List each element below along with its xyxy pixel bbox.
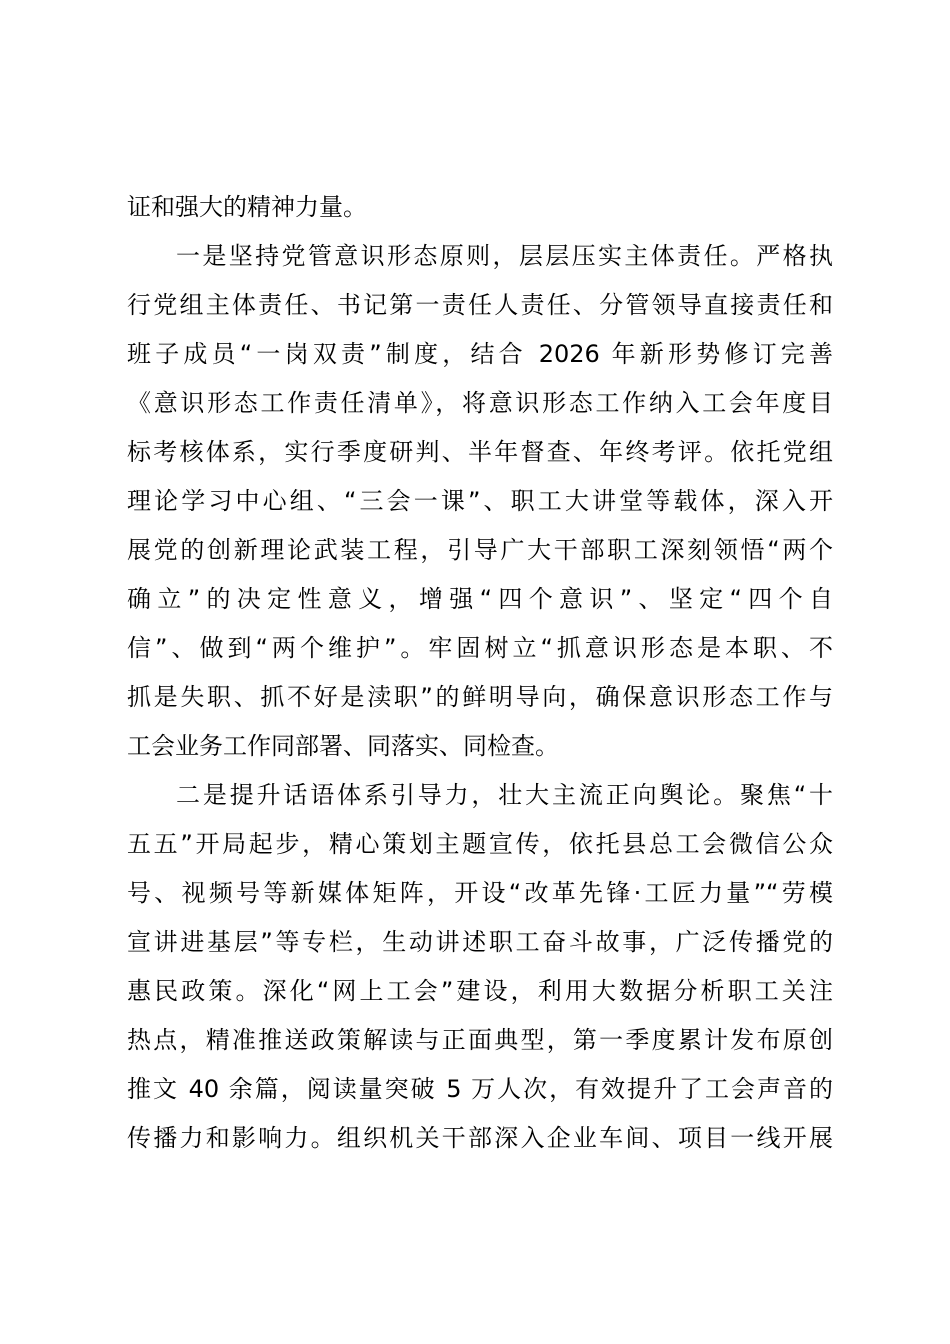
paragraph-2-line-1: 二是提升话语体系引导力，壮大主流正向舆论。聚焦“十 bbox=[176, 781, 833, 809]
paragraph-2-line-4: 宣讲进基层”等专栏，生动讲述职工奋斗故事，广泛传播党的 bbox=[127, 928, 833, 956]
paragraph-1-line-2: 行党组主体责任、书记第一责任人责任、分管领导直接责任和 bbox=[127, 291, 833, 319]
paragraph-2-line-8: 传播力和影响力。组织机关干部深入企业车间、项目一线开展 bbox=[127, 1124, 833, 1152]
paragraph-1-line-8: 确立”的决定性意义，增强“四个意识”、坚定“四个自 bbox=[127, 585, 833, 613]
paragraph-1-line-6: 理论学习中心组、“三会一课”、职工大讲堂等载体，深入开 bbox=[127, 487, 833, 515]
paragraph-1-line-9: 信”、做到“两个维护”。牢固树立“抓意识形态是本职、不 bbox=[127, 634, 833, 662]
paragraph-1-line-1: 一是坚持党管意识形态原则，层层压实主体责任。严格执 bbox=[176, 242, 833, 270]
paragraph-1-line-11: 工会业务工作同部署、同落实、同检查。 bbox=[127, 732, 559, 760]
paragraph-1-line-10: 抓是失职、抓不好是渎职”的鲜明导向，确保意识形态工作与 bbox=[127, 683, 833, 711]
paragraph-1-line-5: 标考核体系，实行季度研判、半年督查、年终考评。依托党组 bbox=[127, 438, 833, 466]
paragraph-1-line-7: 展党的创新理论武装工程，引导广大干部职工深刻领悟“两个 bbox=[127, 536, 833, 564]
paragraph-2-line-6: 热点，精准推送政策解读与正面典型，第一季度累计发布原创 bbox=[127, 1026, 833, 1054]
paragraph-1-line-3: 班子成员“一岗双责”制度，结合 2026 年新形势修订完善 bbox=[127, 340, 833, 368]
paragraph-2-line-5: 惠民政策。深化“网上工会”建设，利用大数据分析职工关注 bbox=[127, 977, 833, 1005]
paragraph-2-line-2: 五五”开局起步，精心策划主题宣传，依托县总工会微信公众 bbox=[127, 830, 833, 858]
document-body bbox=[127, 183, 833, 1163]
paragraph-2-line-3: 号、视频号等新媒体矩阵，开设“改革先锋·工匠力量”“劳模 bbox=[127, 879, 833, 907]
paragraph-continuation-line: 证和强大的精神力量。 bbox=[127, 193, 367, 221]
paragraph-1-line-4: 《意识形态工作责任清单》，将意识形态工作纳入工会年度目 bbox=[127, 389, 833, 417]
paragraph-2-line-7: 推文 40 余篇，阅读量突破 5 万人次，有效提升了工会声音的 bbox=[127, 1075, 833, 1103]
